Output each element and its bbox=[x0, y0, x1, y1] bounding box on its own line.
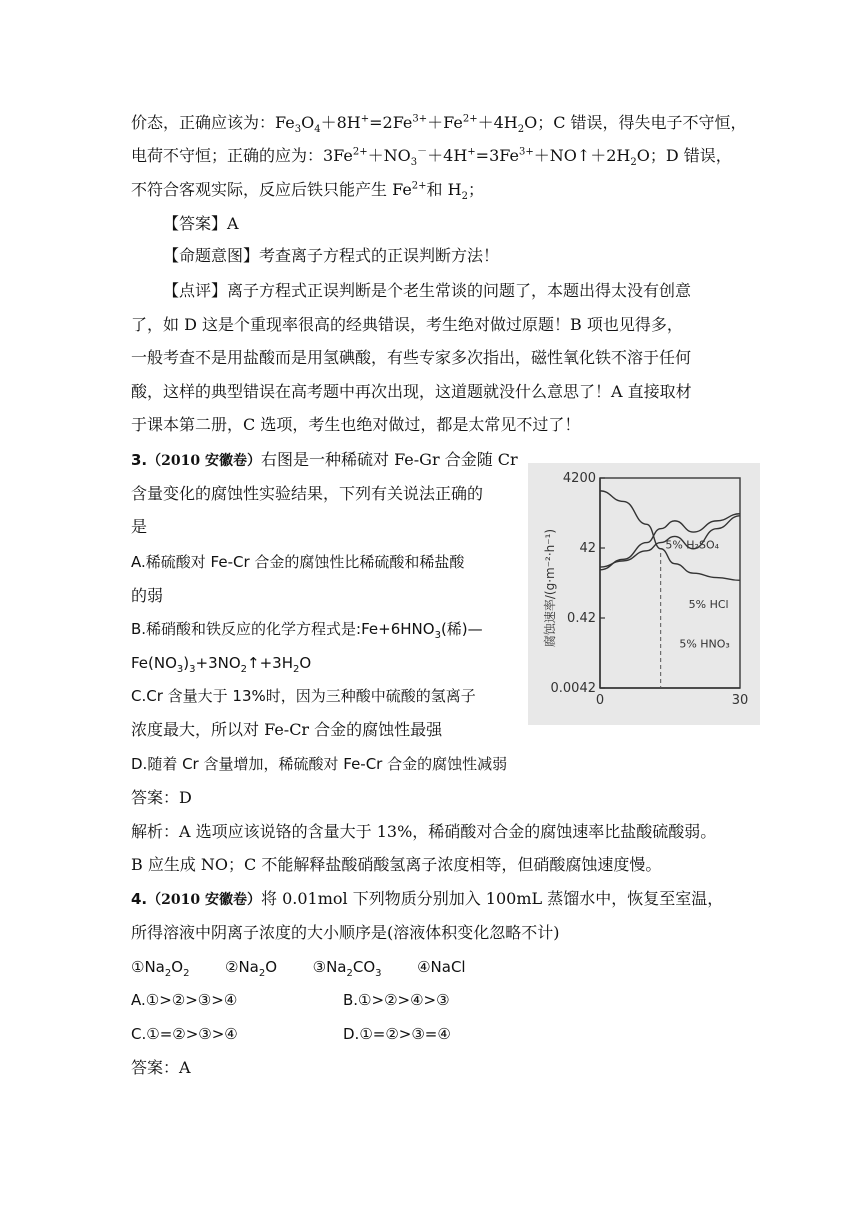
question-3-stem: 是 bbox=[131, 517, 148, 536]
option-d: D.①=②>③=④ bbox=[343, 1025, 451, 1043]
option-c: C.①=②>③>④ bbox=[131, 1025, 238, 1043]
series-label: 5% HNO₃ bbox=[679, 637, 730, 651]
series-label: 5% HCl bbox=[688, 598, 729, 612]
question-number: 3. bbox=[131, 451, 148, 469]
corrosion-chart bbox=[528, 463, 760, 725]
option-a: 的弱 bbox=[131, 586, 164, 605]
option-b: $Fe(NO_3)_3+3NO_2↑+3H_2O$ bbox=[131, 654, 312, 675]
comment-line: 了，如 D 这是个重现率很高的经典错误，考生绝对做过原题！B 项也见得多， bbox=[131, 315, 683, 334]
question-3-stem: 含量变化的腐蚀性实验结果，下列有关说法正确的 bbox=[131, 484, 484, 503]
comment-line: 【点评】离子方程式正误判断是个老生常谈的问题了，本题出得太没有创意 bbox=[163, 281, 692, 300]
substance-4: ④NaCl bbox=[417, 958, 466, 976]
question-4-stem: 4.（2010 安徽卷）将 0.01mol 下列物质分别加入 100mL 蒸馏水中，恢复至室温， bbox=[131, 889, 724, 908]
y-axis-label: 腐蚀速率/(g·m⁻²·h⁻¹) bbox=[543, 528, 557, 648]
answer-label: 答案：D bbox=[131, 788, 192, 807]
question-source: （2010 安徽卷） bbox=[147, 453, 261, 469]
text-line: 电荷不守恒；正确的应为：$3Fe^{2+}+NO_3^-+4H^+=3Fe^{3+}+NO↑+2H_2O$；D 错误， bbox=[131, 146, 732, 169]
chart-svg bbox=[528, 463, 760, 725]
explanation-line: B 应生成 NO；C 不能解释盐酸硝酸氢离子浓度相等，但硝酸腐蚀速度慢。 bbox=[131, 855, 662, 874]
y-tick-label: 42 bbox=[579, 541, 596, 556]
explanation-line: 解析：A 选项应该说铬的含量大于 13%，稀硝酸对合金的腐蚀速率比盐酸硫酸弱。 bbox=[131, 822, 717, 841]
y-tick-label: 0.0042 bbox=[550, 681, 596, 696]
plot-frame bbox=[600, 478, 740, 688]
question-number: 4. bbox=[131, 890, 148, 908]
comment-line: 一般考查不是用盐酸而是用氢碘酸，有些专家多次指出，磁性氧化铁不溶于任何 bbox=[131, 348, 692, 367]
text-line: 价态，正确应该为：$Fe_3O_4+8H^+=2Fe^{3+}+Fe^{2+}+4H_2O$；C 错误，得失电子不守恒， bbox=[131, 113, 747, 136]
x-tick-label: 30 bbox=[731, 693, 749, 708]
text-line: 不符合客观实际，反应后铁只能产生 $Fe^{2+}$和 $H_2$； bbox=[131, 180, 484, 203]
question-4-stem: 所得溶液中阴离子浓度的大小顺序是(溶液体积变化忽略不计) bbox=[131, 923, 560, 942]
question-source: （2010 安徽卷） bbox=[147, 892, 261, 908]
substance-1: $①Na_2O_2$ bbox=[131, 958, 190, 979]
comment-line: 酸，这样的典型错误在高考题中再次出现，这道题就没什么意思了！A 直接取材 bbox=[131, 382, 692, 401]
y-tick-label: 0.42 bbox=[567, 611, 596, 626]
y-tick-label: 4200 bbox=[562, 471, 596, 486]
intent-label: 【命题意图】考查离子方程式的正误判断方法！ bbox=[163, 246, 500, 265]
option-b: B.①>②>④>③ bbox=[343, 991, 450, 1009]
option-b: B.稀硝酸和铁反应的化学方程式是$:Fe+6HNO_3$(稀)— bbox=[131, 620, 483, 641]
substance-list bbox=[131, 957, 466, 977]
question-3-stem: 3.（2010 安徽卷）右图是一种稀硫对 Fe-Gr 合金随 Cr bbox=[131, 450, 518, 469]
option-c: 浓度最大，所以对 Fe-Cr 合金的腐蚀性最强 bbox=[131, 720, 443, 739]
series-line bbox=[600, 491, 740, 580]
option-a: A.①>②>③>④ bbox=[131, 991, 238, 1009]
series-label: 5% H₂SO₄ bbox=[665, 538, 720, 552]
x-tick-label: 0 bbox=[595, 693, 605, 708]
substance-3: $③Na_2CO_3$ bbox=[312, 958, 382, 979]
answer-label: 答案：A bbox=[131, 1058, 191, 1077]
option-c: C.Cr 含量大于 13%时，因为三种酸中硫酸的氢离子 bbox=[131, 687, 476, 705]
comment-line: 于课本第二册，C 选项，考生也绝对做过，都是太常见不过了！ bbox=[131, 415, 581, 434]
answer-label: 【答案】A bbox=[163, 214, 239, 233]
option-d: D.随着 Cr 含量增加，稀硫酸对 Fe-Cr 合金的腐蚀性减弱 bbox=[131, 755, 508, 773]
substance-2: $②Na_2O$ bbox=[225, 958, 278, 979]
option-a: A.稀硫酸对 Fe-Cr 合金的腐蚀性比稀硫酸和稀盐酸 bbox=[131, 553, 465, 571]
